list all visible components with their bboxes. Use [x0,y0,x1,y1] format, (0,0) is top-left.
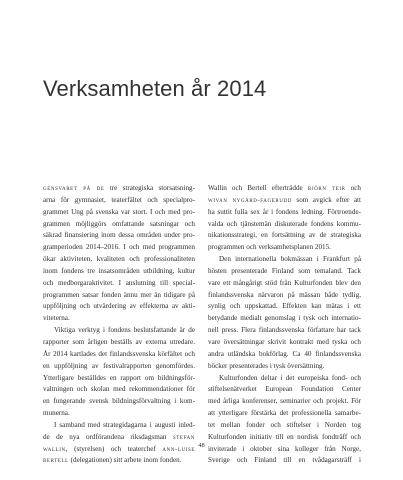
text-line [43,242,195,254]
text-run: Kulturfonden deltar i det europeiska fond- och [219,373,361,382]
text-line [208,254,361,266]
text-run: tre strategiska storsatsning- [104,184,196,192]
text-line [208,183,361,195]
text-run: programmen och verksamhetsplanen 2015. [208,243,331,252]
text-line [208,420,361,432]
text-line [208,266,361,278]
text-run: Ytterligare beställdes en rapport om bildningsför- [43,373,195,382]
left-text-column [43,183,195,467]
text-run: en fungerande svensk bildningsförvaltning i kom- [43,397,195,406]
text-run: uppföljning och utvärdering av effekterna av akti- [43,302,195,311]
text-line [43,219,195,231]
text-run: nikationsstrategi, en fortsättning av de strategiska [208,231,361,240]
text-line [208,195,361,207]
text-line [208,384,361,396]
text-run: att ytterligare förstärka det professionella samarbe- [208,409,361,418]
name-smallcaps: wivan nygård-fagerudd [208,196,292,204]
text-run: betydande medialt genomslag i tysk och internatio- [208,314,361,323]
right-text-column [208,183,361,467]
text-line [208,230,361,242]
text-line [43,384,195,396]
text-line [43,183,195,195]
text-line [43,195,195,207]
text-run: År 2014 kartlades det finlandssvenska körfältet och [43,349,195,358]
text-run: säkrad finansiering inom dessa områden under pro- [43,231,195,240]
text-line [43,420,195,432]
text-run: (delegationen) sitt arbete inom fonden. [68,456,182,465]
text-line [43,230,195,242]
text-run: en uppföljning av festivalrapporten genomfördes. [43,361,195,370]
text-run: valda och tjänstemän diskuterade fondens kommu- [208,219,361,228]
text-run: och medborgaraktivitet. I anslutning till special- [43,278,195,287]
text-line [43,455,195,467]
text-run: som avgick efter att [291,195,361,204]
text-line [208,207,361,219]
name-smallcaps: stefan [172,433,195,441]
text-run: vare översättningar skrivit kontrakt med tyska och [208,337,361,346]
text-run: valtningen och skolan med rekommendationer för [43,385,195,394]
text-line [43,278,195,290]
text-line [208,408,361,420]
text-line [43,373,195,385]
text-line [43,396,195,408]
text-run: nell press. Flera finlandssvenska författare har tack [208,326,361,335]
text-run: Wallin och Bertell efterträdde [208,184,308,192]
text-line [208,337,361,349]
text-run: inviterade i oktober sina kolleger från Norge, [208,444,361,453]
text-line [208,290,361,302]
text-line [43,361,195,373]
text-run: Viktiga verktyg i fondens beslutsfattande är de [54,326,195,335]
text-run: I samband med strategidagarna i augusti inled- [54,420,195,429]
text-run: vare ett mångårigt stöd från Kulturfonden blev den [208,278,361,287]
text-line [43,254,195,266]
text-line [43,408,195,420]
name-smallcaps: wallin [43,445,66,453]
text-line [43,337,195,349]
text-run: ha suttit fulla sex år i fondens ledning. Förtroende- [208,207,361,216]
text-run: , (styrelsen) och teaterchef [65,444,163,453]
text-line [208,349,361,361]
text-line [43,207,195,219]
text-line [208,242,361,254]
text-line [208,278,361,290]
text-run: tet mellan fonder och stiftelser i Norden tog [208,420,361,429]
text-run: med årliga konferenser, seminarier och projekt. För [208,397,361,406]
text-run: Den internationella bokmässan i Frankfurt på [219,255,361,264]
text-run: böcker presenterades i tysk översättning. [208,361,325,370]
text-run: synlig och uppskattad. Effekten kan mätas i ett [208,302,361,311]
text-run: viteterna. [43,314,70,323]
name-smallcaps: björn teir [307,185,346,192]
text-run: grammet Ung på svenska var stort. I och med pro- [43,207,195,216]
text-line [208,219,361,231]
text-run: stiftelsenätverket European Foundation Center [208,385,361,394]
text-line [208,325,361,337]
text-line [208,361,361,373]
text-line [43,266,195,278]
name-smallcaps: bertell [43,457,69,465]
text-run: finlandssvenska närvaron på mässan både tydlig, [208,290,361,299]
text-run: hösten presenterade Finland som temaland. Tack [208,266,361,275]
text-run: gramperioden 2014–2016. I och med programmen [43,243,195,252]
text-run: programmen satsar fonden ännu mer än tidigare på [43,290,195,299]
text-line [43,301,195,313]
text-run: ökar aktiviteten, kvaliteten och professionaliteten [43,255,195,264]
text-run: rapporter som årligen beställs av externa utredare. [43,337,195,346]
page-number: 48 [198,442,205,449]
text-run: de de nya ordförandena riksdagsman [43,432,173,441]
text-run: arna för gymnasiet, teaterfältet och specialpro- [43,195,195,204]
text-run: och [345,184,361,192]
text-line [208,373,361,385]
text-run: grammen möjliggörs omfattande satsningar och [43,219,195,228]
text-line [43,313,195,325]
text-run: munerna. [43,409,70,418]
text-run: Kulturfonden initiativ till en nordisk fondträff och [208,432,361,441]
name-smallcaps: ann-luise [162,445,195,453]
text-run: andra utländska bokförlag. Ca 40 finlandssvenska [208,349,361,358]
text-line [43,290,195,302]
text-line [43,349,195,361]
text-run: inom fondens tre insatsområden utbildning, kultur [43,266,195,275]
page-title: Verksamheten år 2014 [43,76,267,101]
text-run: Sverige och Finland till en tvådagarsträff i [208,456,361,465]
text-line [208,301,361,313]
text-line [43,325,195,337]
text-line [208,313,361,325]
text-line [208,455,361,467]
name-smallcaps: gensvaret på de [43,185,105,192]
text-line [208,396,361,408]
